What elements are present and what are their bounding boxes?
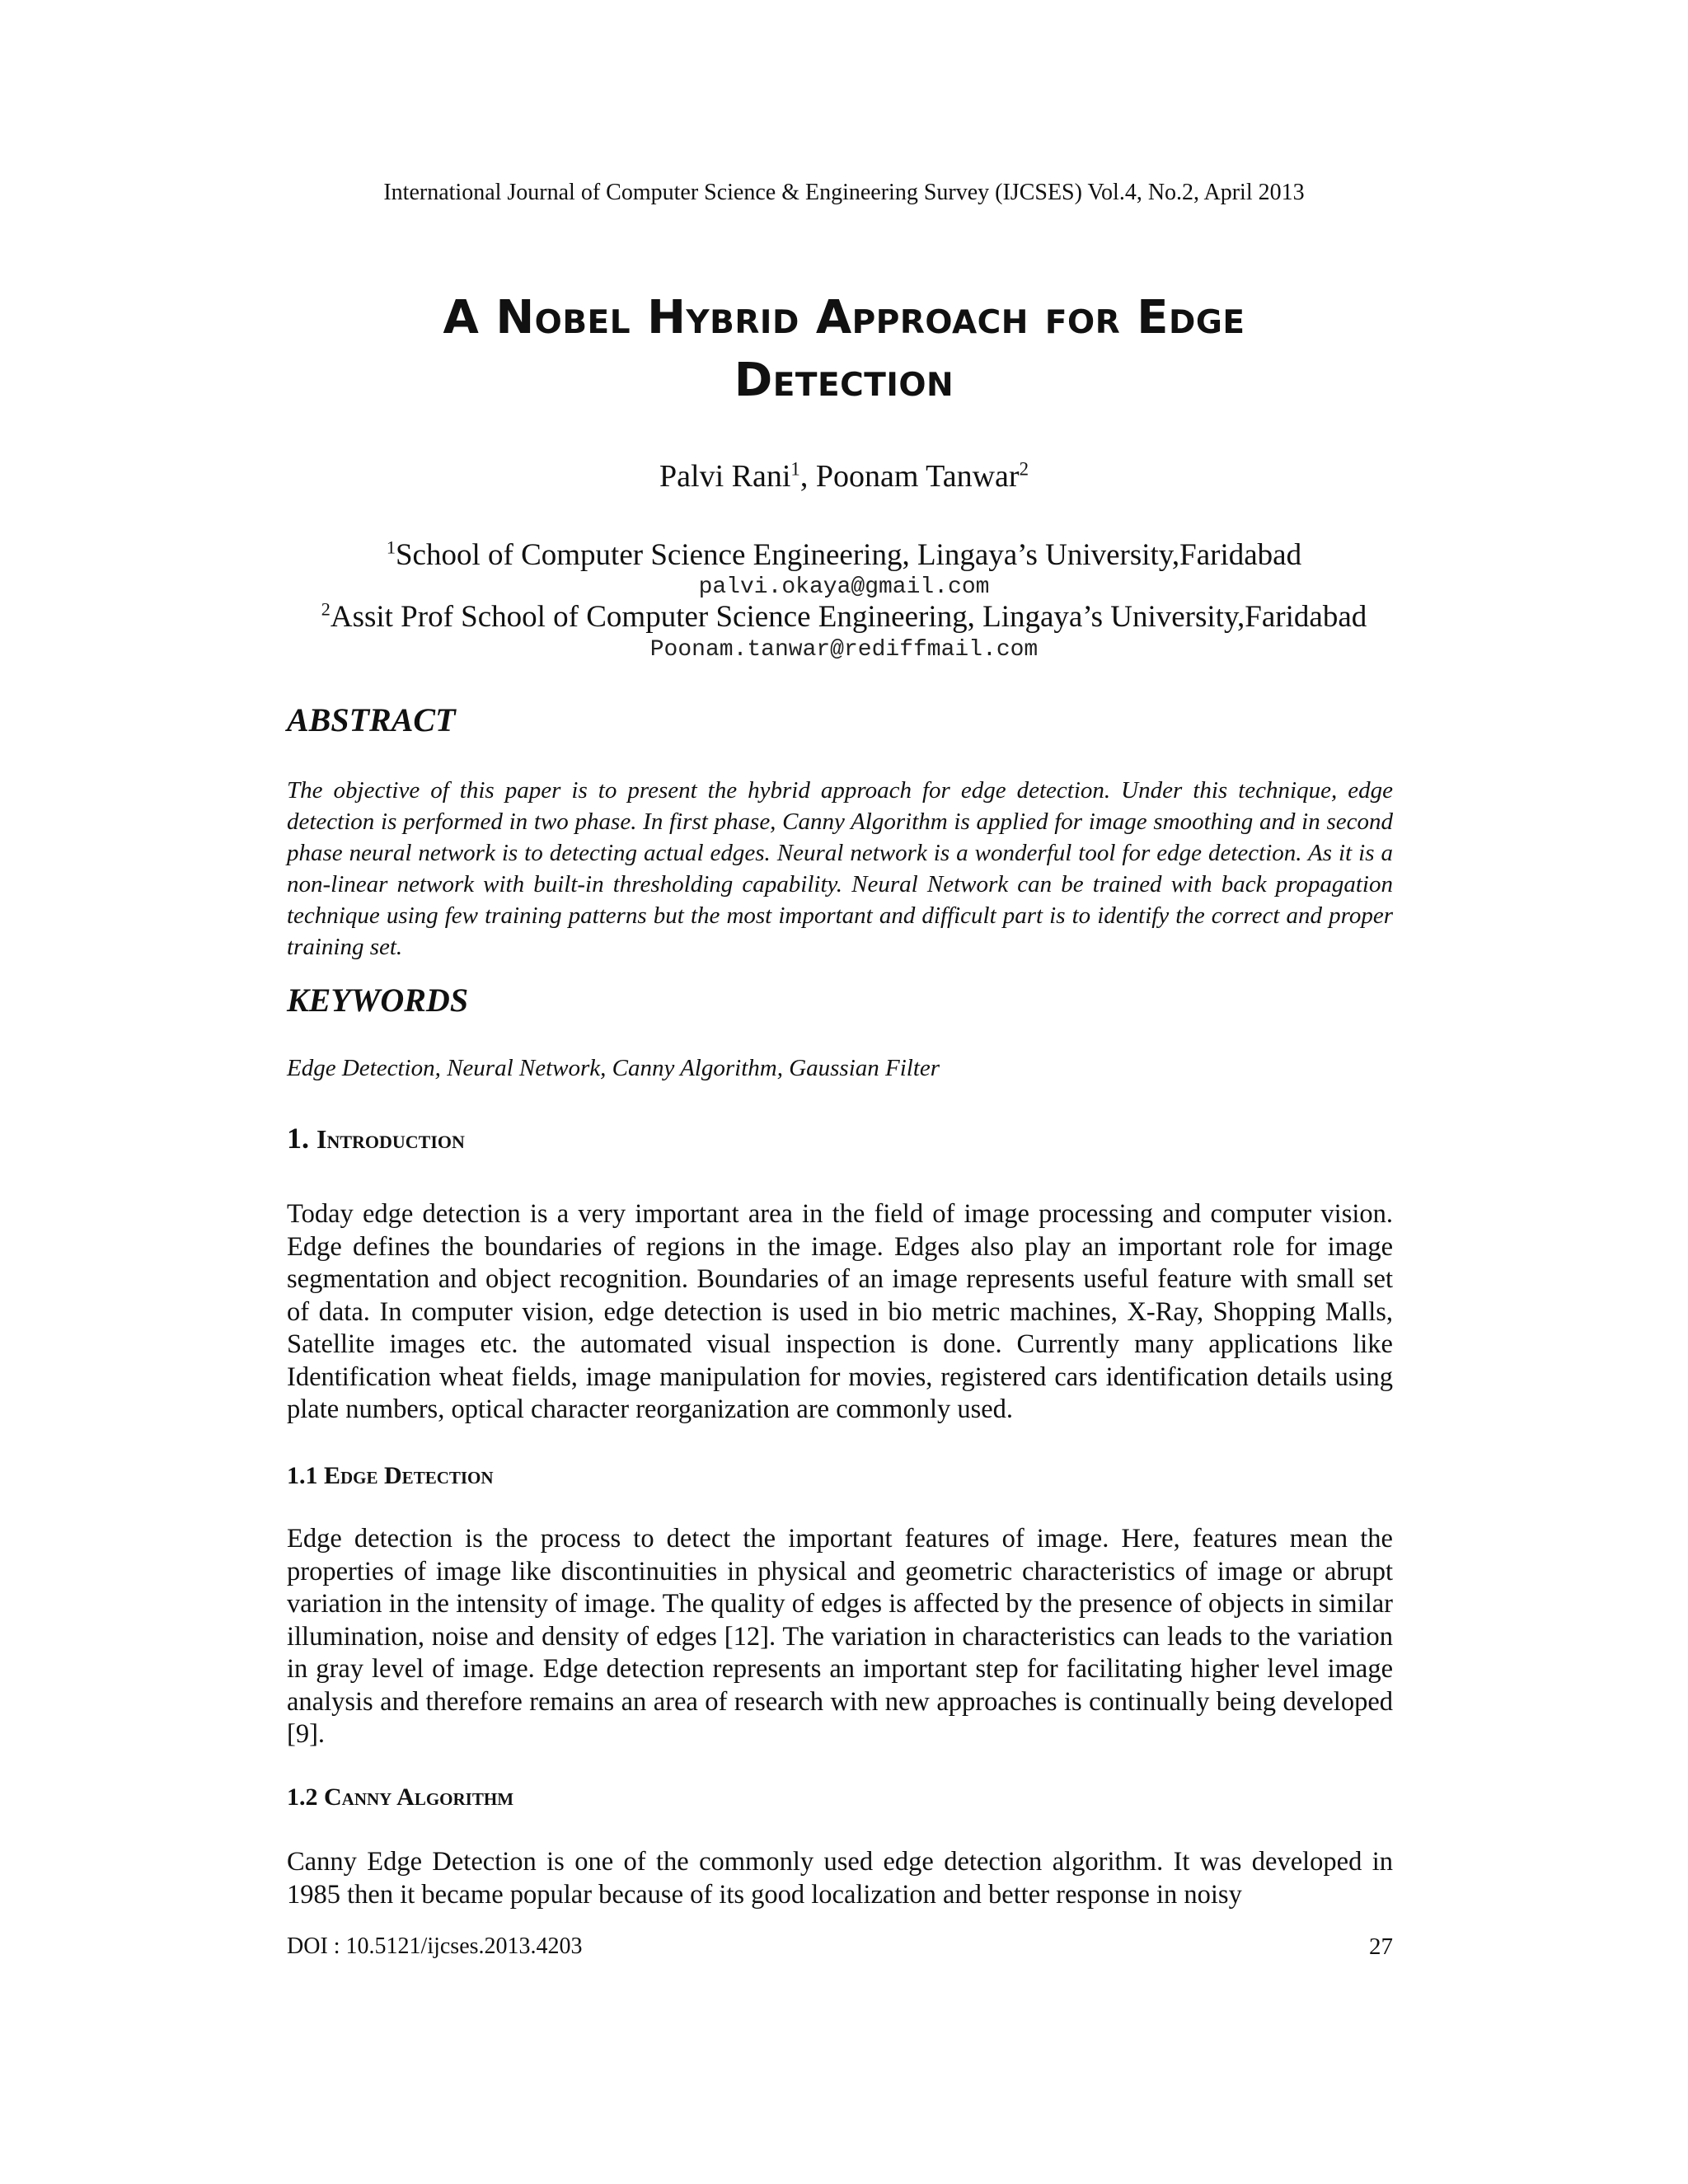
- subsection-heading-canny-algorithm: 1.2 Canny Algorithm: [287, 1783, 514, 1811]
- doi-footer: DOI : 10.5121/ijcses.2013.4203: [287, 1933, 583, 1959]
- author-email-1[interactable]: palvi.okaya@gmail.com: [698, 574, 990, 600]
- paper-title: [226, 287, 1462, 412]
- title-line-2: Detection: [734, 354, 954, 407]
- affiliation-mark: 1: [790, 458, 800, 480]
- keywords-text: Edge Detection, Neural Network, Canny Algorithm, Gaussian Filter: [287, 1055, 940, 1081]
- author-email-2[interactable]: Poonam.tanwar@rediffmail.com: [649, 637, 1039, 663]
- keywords-heading: KEYWORDS: [287, 982, 469, 1019]
- canny-paragraph: Canny Edge Detection is one of the commonly used edge detection algorithm. It was developed in 1985 then it became popular because of its good localization and better response in noisy: [287, 1847, 1393, 1910]
- page-number: 27: [1369, 1933, 1393, 1960]
- author-name: Palvi Rani: [659, 459, 791, 494]
- affiliation-1: $^1$School of Computer Science Engineering, Lingaya’s University,Faridabad: [386, 537, 1302, 572]
- affiliation-2: $^2$Assit Prof School of Computer Science Engineering, Lingaya’s University,Faridabad: [321, 598, 1367, 634]
- affiliation-mark: 2: [1019, 458, 1029, 480]
- subsection-heading-edge-detection: 1.1 Edge Detection: [287, 1462, 494, 1489]
- edge-detection-paragraph: Edge detection is the process to detect the important features of image. Here, features mean the properties of image like discontinuities in physical and geometric characteristics of image or abrupt variation in the intensity of image. The quality of edges is affected by the presence of objects in similar illumination, noise and density of edges [12]. The variation in characteristics can leads to the variation in gray level of image. Edge detection represents an important step for facilitating higher level image analysis and therefore remains an area of research with new approaches is continually being developed [9].: [287, 1524, 1393, 1749]
- section-heading-introduction: 1. Introduction: [287, 1122, 465, 1155]
- abstract-heading: ABSTRACT: [287, 701, 456, 738]
- abstract-text: The objective of this paper is to present the hybrid approach for edge detection. Under this technique, edge detection is performed in two phase. In first phase, Canny Algorithm is applied for image smoothing and in second phase neural network is to detecting actual edges. Neural network is a wonderful tool for edge detection. As it is a non-linear network with built-in thresholding capability. Neural Network can be trained with back propagation technique using few training patterns but the most important and difficult part is to identify the correct and proper training set.: [287, 777, 1393, 960]
- author-list: Palvi Rani$^1$, Poonam Tanwar$^2$: [659, 458, 1029, 494]
- author-name: Poonam Tanwar: [815, 459, 1020, 494]
- journal-header: International Journal of Computer Science & Engineering Survey (IJCSES) Vol.4, No.2, April 2013: [383, 180, 1305, 205]
- introduction-paragraph: Today edge detection is a very important area in the field of image processing and computer vision. Edge defines the boundaries of regions in the image. Edges also play an important role for image segmentation and object recognition. Boundaries of an image represents useful feature with small set of data. In computer vision, edge detection is used in bio metric machines, X-Ray, Shopping Malls, Satellite images etc. the automated visual inspection is done. Currently many applications like Identification wheat fields, image manipulation for movies, registered cars identification details using plate numbers, optical character reorganization are commonly used.: [287, 1199, 1393, 1424]
- title-line-1: A Nobel Hybrid Approach for Edge: [443, 291, 1245, 344]
